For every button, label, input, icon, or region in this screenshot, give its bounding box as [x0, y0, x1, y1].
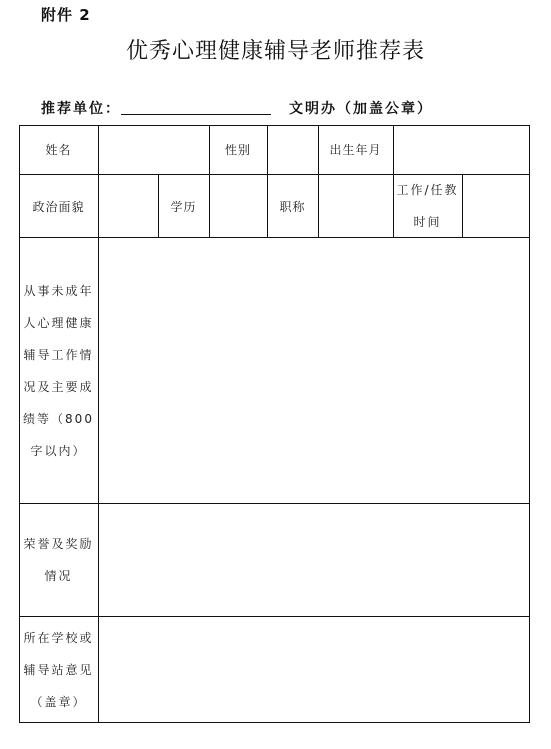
job-title-field[interactable]	[319, 175, 393, 237]
opinion-field[interactable]	[99, 617, 529, 722]
honors-label	[19, 504, 98, 616]
page-title: 优秀心理健康辅导老师推荐表	[125, 39, 425, 64]
gender-field[interactable]	[268, 125, 318, 174]
work-label-line5: 绩等（800	[23, 411, 94, 426]
work-description-label	[19, 238, 98, 503]
work-label-line6: 字以内）	[30, 443, 87, 458]
opinion-label-line1: 所在学校或	[23, 630, 94, 645]
opinion-label	[19, 617, 98, 722]
work-time-label	[393, 175, 462, 237]
work-time-label-line1: 工作/任教	[396, 183, 459, 197]
job-title-label: 职称	[279, 199, 306, 214]
recommend-unit-label: 推荐单位：	[41, 101, 121, 117]
office-label: 文明办（加盖公章）	[289, 101, 433, 117]
birth-field[interactable]	[394, 125, 529, 174]
work-label-line2: 人心理健康	[23, 315, 94, 330]
gender-label: 性别	[224, 143, 251, 157]
education-label: 学历	[170, 199, 197, 214]
attachment-label: 附件 2	[41, 6, 91, 24]
politics-field[interactable]	[99, 175, 158, 237]
opinion-label-line2: 辅导站意见	[23, 662, 94, 677]
work-description-field[interactable]	[99, 238, 529, 503]
honors-label-line2: 情况	[44, 569, 73, 583]
work-time-label-line2: 时间	[413, 215, 442, 229]
name-label: 姓名	[45, 143, 72, 157]
honors-label-line1: 荣誉及奖励	[23, 537, 94, 551]
table-border-right	[529, 125, 530, 723]
table-border-bottom	[19, 722, 530, 723]
politics-label: 政治面貌	[32, 199, 85, 214]
work-time-field[interactable]	[463, 175, 529, 237]
name-field[interactable]	[99, 125, 209, 174]
recommendation-form-table	[19, 125, 530, 723]
work-label-line1: 从事未成年	[23, 283, 94, 298]
birth-label: 出生年月	[329, 143, 382, 157]
work-label-line3: 辅导工作情	[23, 347, 94, 362]
work-label-line4: 况及主要成	[23, 379, 94, 394]
education-field[interactable]	[210, 175, 267, 237]
honors-field[interactable]	[99, 504, 529, 616]
opinion-label-line3: （盖章）	[30, 694, 87, 709]
recommend-unit-blank[interactable]	[121, 114, 271, 115]
